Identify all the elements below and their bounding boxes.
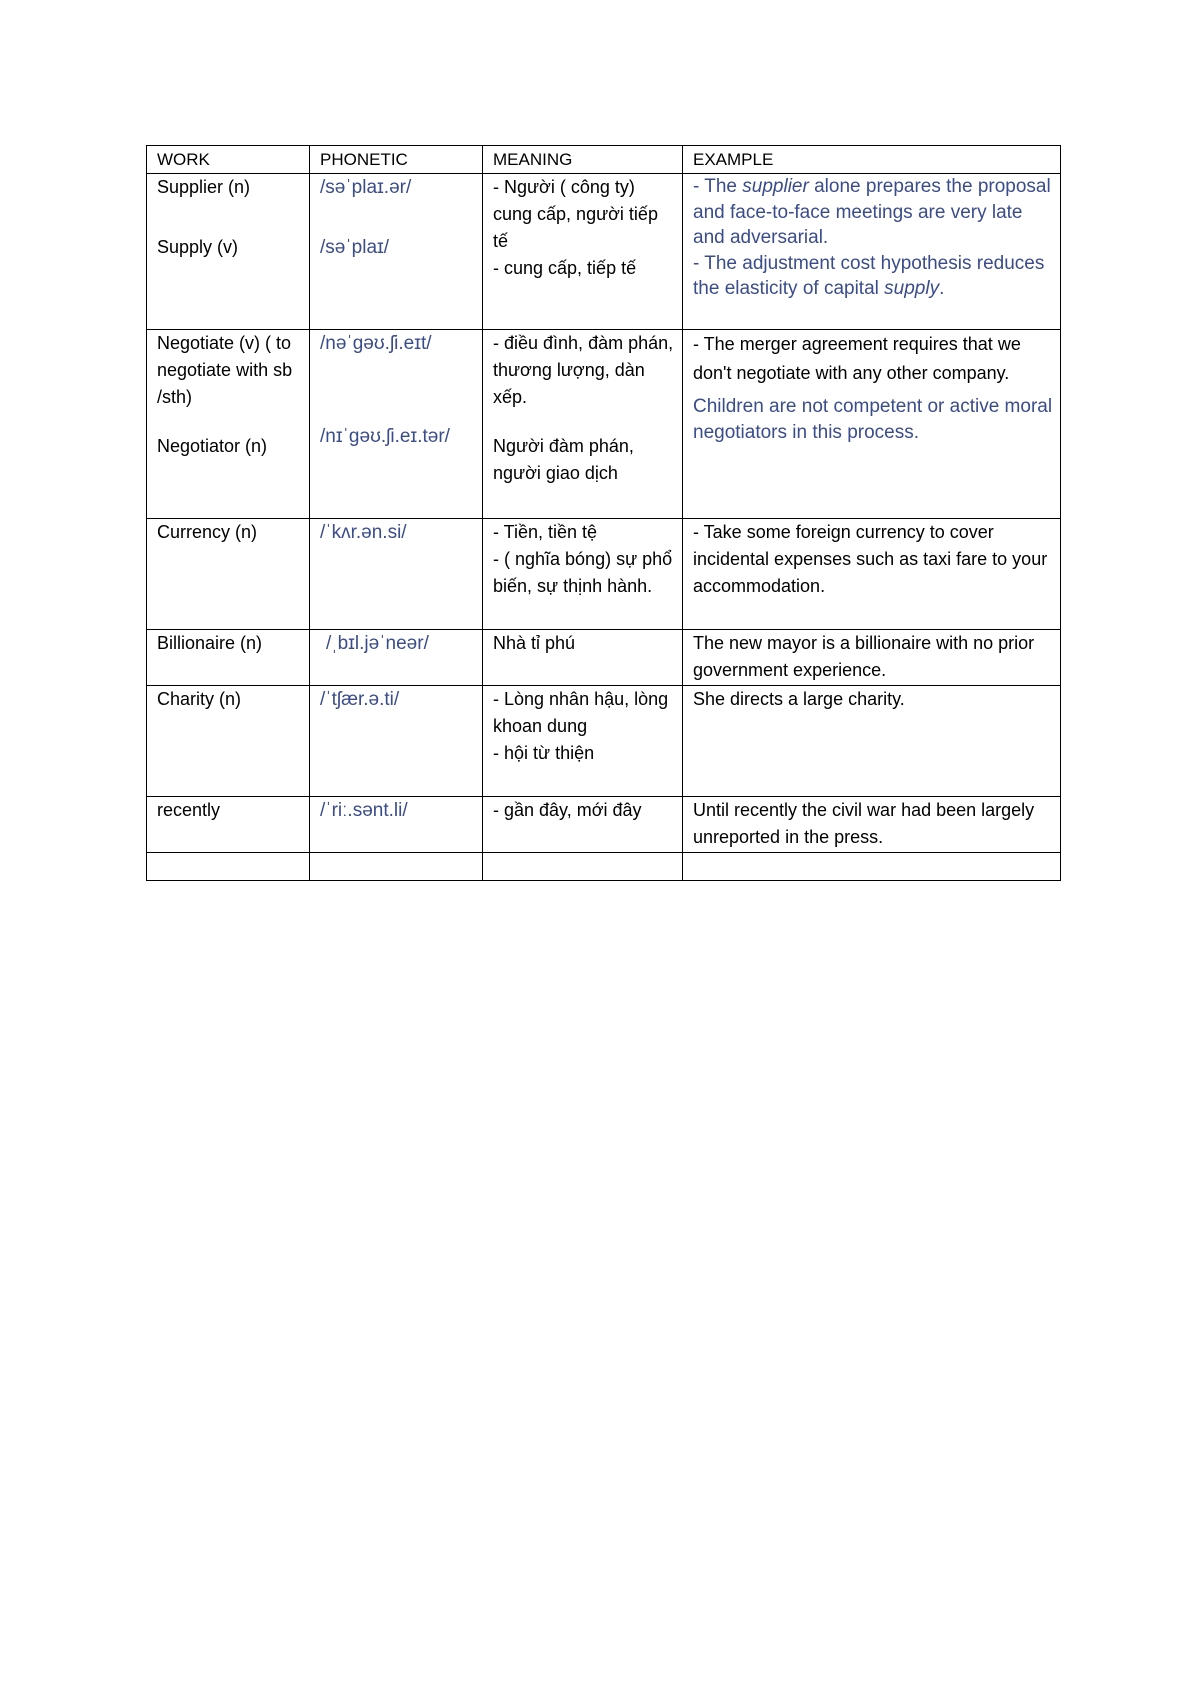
cell-word	[147, 174, 310, 330]
header-meaning: MEANING	[483, 146, 683, 174]
table-row	[147, 797, 1061, 853]
cell-example	[683, 330, 1061, 519]
cell-example: - Take some foreign currency to cover incidental expenses such as taxi fare to your accommodation.	[683, 519, 1061, 630]
word-text: Negotiate (v) ( to negotiate with sb /sth)	[157, 333, 293, 407]
word-text: Supplier (n)	[157, 177, 251, 197]
header-example: EXAMPLE	[683, 146, 1061, 174]
vocabulary-table	[146, 145, 1061, 881]
cell-example: She directs a large charity.	[683, 686, 1061, 797]
meaning-text: Người đàm phán, người giao dịch	[493, 436, 634, 483]
cell-meaning	[483, 686, 683, 797]
meaning-text: - hội từ thiện	[493, 743, 595, 763]
cell-empty	[483, 853, 683, 881]
cell-empty	[310, 853, 483, 881]
example-text: Children are not competent or active moral negotiators in this process.	[693, 396, 1053, 443]
header-work: WORK	[147, 146, 310, 174]
cell-meaning	[483, 519, 683, 630]
phonetic-text: /ˈkʌr.ən.si/	[320, 522, 407, 543]
cell-phonetic	[310, 519, 483, 630]
example-text: - The supplier alone prepares the proposal and face-to-face meetings are very late and adversarial.	[693, 176, 1051, 248]
word-text: Negotiator (n)	[157, 436, 268, 456]
cell-word	[147, 330, 310, 519]
table-row	[147, 630, 1061, 686]
meaning-text: - điều đình, đàm phán, thương lượng, dàn xếp.	[493, 333, 674, 407]
meaning-text: - Người ( công ty) cung cấp, người tiếp tế	[493, 177, 658, 251]
table-row-empty	[147, 853, 1061, 881]
cell-empty	[683, 853, 1061, 881]
table-row	[147, 519, 1061, 630]
table-header-row	[147, 146, 1061, 174]
phonetic-text: /səˈplaɪ.ər/	[320, 177, 412, 198]
cell-phonetic	[310, 797, 483, 853]
example-text: - The adjustment cost hypothesis reduces the elasticity of capital supply.	[693, 252, 1045, 299]
phonetic-text: /nəˈɡəʊ.ʃi.eɪt/	[320, 333, 432, 354]
table-row	[147, 174, 1061, 330]
cell-word: recently	[147, 797, 310, 853]
phonetic-text: /ˈriː.sənt.li/	[320, 800, 408, 821]
word-text: Supply (v)	[157, 237, 239, 257]
table-row	[147, 330, 1061, 519]
cell-meaning: - gần đây, mới đây	[483, 797, 683, 853]
cell-phonetic	[310, 686, 483, 797]
meaning-text: - Lòng nhân hậu, lòng khoan dung	[493, 689, 669, 736]
phonetic-text: /səˈplaɪ/	[320, 237, 390, 258]
cell-phonetic	[310, 174, 483, 330]
cell-example: Until recently the civil war had been largely unreported in the press.	[683, 797, 1061, 853]
cell-phonetic	[310, 330, 483, 519]
cell-word: Charity (n)	[147, 686, 310, 797]
phonetic-text: /ˈtʃær.ə.ti/	[320, 689, 400, 710]
phonetic-text: /nɪˈɡəʊ.ʃi.eɪ.tər/	[320, 426, 450, 447]
cell-meaning: Nhà tỉ phú	[483, 630, 683, 686]
cell-empty	[147, 853, 310, 881]
table-row	[147, 686, 1061, 797]
cell-meaning	[483, 330, 683, 519]
phonetic-text: /ˌbɪl.jəˈneər/	[326, 633, 429, 654]
example-text: - The merger agreement requires that we don't negotiate with any other company.	[693, 334, 1021, 383]
meaning-text: - cung cấp, tiếp tế	[493, 258, 637, 278]
cell-word: Currency (n)	[147, 519, 310, 630]
header-phonetic: PHONETIC	[310, 146, 483, 174]
meaning-text: - Tiền, tiền tệ	[493, 522, 598, 542]
cell-word: Billionaire (n)	[147, 630, 310, 686]
cell-phonetic	[310, 630, 483, 686]
cell-example	[683, 174, 1061, 330]
cell-meaning	[483, 174, 683, 330]
meaning-text: - ( nghĩa bóng) sự phổ biến, sự thịnh hành.	[493, 549, 673, 596]
cell-example: The new mayor is a billionaire with no prior government experience.	[683, 630, 1061, 686]
